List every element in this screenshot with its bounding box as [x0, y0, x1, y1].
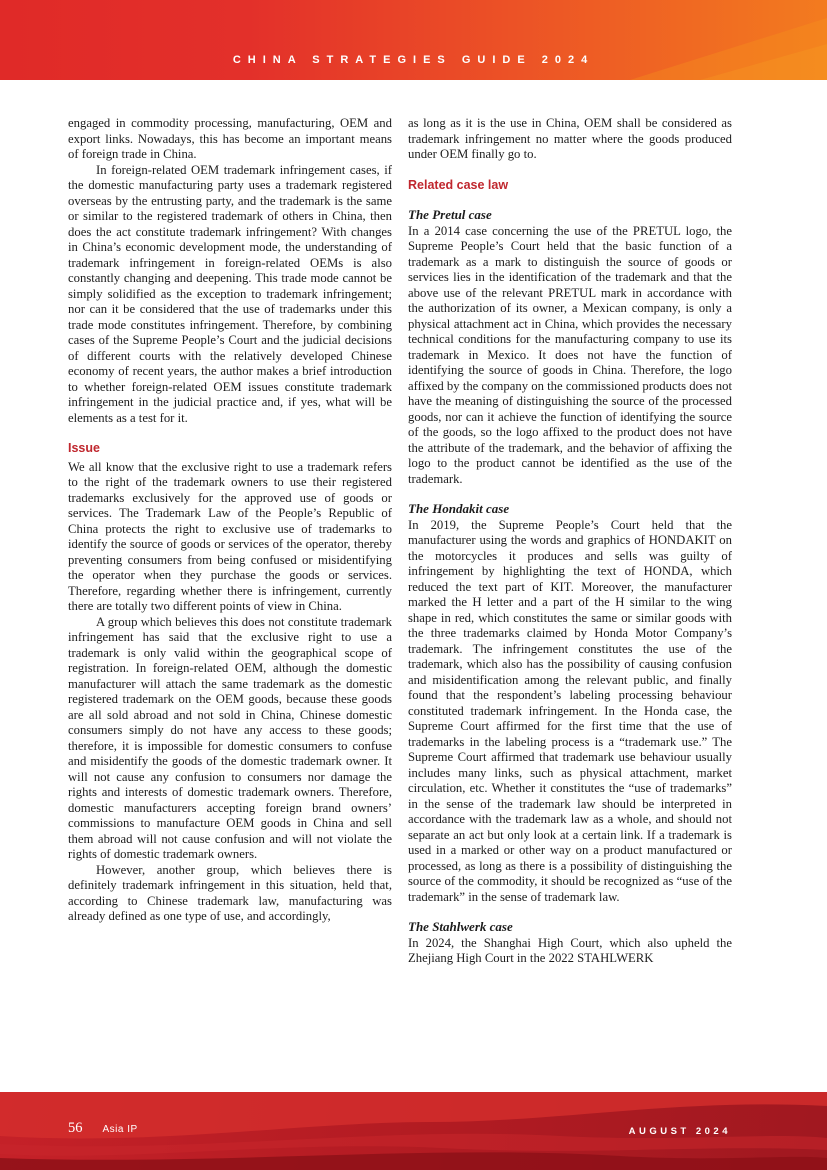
case-heading-stahlwerk: The Stahlwerk case: [408, 919, 513, 934]
guide-title: CHINA STRATEGIES GUIDE 2024: [232, 54, 595, 66]
page-footer: [0, 1092, 827, 1170]
footer-left-group: [68, 1120, 138, 1137]
paragraph-foreign-oem-question: In foreign-related OEM trademark infringement cases, if the domestic manufacturing party uses a trademark registered overseas by the entrusting party, and the trademark is the same or similar to the registered trademark of others in China, then does the act constitute trademark infringement? With changes in China’s economic development mode, the understanding of trademark infringement in foreign-related OEMs is also constantly changing and deepening. This trade mode cannot be simply solidified as the exception to trademark infringement; nor can it be considered that the use of trademarks under this trade mode constitutes infringement. Therefore, by combining cases of the Supreme People’s Court and the judicial decisions of different courts with the relatively developed Chinese economy of recent years, the author makes a brief introduction to whether foreign-related OEM issues constitute trademark infringement in the judicial practice and, if yes, what will be elements as a test for it.: [68, 162, 392, 425]
paragraph-infringement-view: However, another group, which believes there is definitely trademark infringement in this situation, held that, according to Chinese trademark law, manufacturing was already defined as one type of use, and accordingly,: [68, 862, 392, 923]
publication-name: Asia IP: [102, 1124, 138, 1135]
section-heading-related-case-law: Related case law: [408, 177, 509, 192]
paragraph-use-in-china-conclusion: as long as it is the use in China, OEM shall be considered as trademark infringement no matter where the goods produced under OEM finally go to.: [408, 116, 732, 161]
paragraph-no-infringement-view: A group which believes this does not constitute trademark infringement has said that the exclusive right to use a trademark is only valid within the geographical scope of registration. In foreign-related OEM, although the domestic manufacturer will attach the same trademark as the domestic registered trademark on the OEM goods, because these goods are all sold abroad and not sold in China, Chinese domestic consumers simply do not have any access to these goods; therefore, it is impossible for domestic consumers to confuse and misidentify the goods of the domestic trademark owner. It will not cause any confusion to consumers nor damage the rights and interests of domestic trademark owners. Therefore, domestic manufacturers accepting foreign brand owners’ commissions to manufacture OEM goods in China and sell them abroad will not cause confusion and will not violate the rights of domestic trademark owners.: [68, 614, 392, 861]
left-column: [68, 116, 392, 1086]
case-heading-hondakit: The Hondakit case: [408, 501, 510, 516]
right-column: [408, 116, 732, 1086]
page-header-banner: [0, 0, 827, 80]
page-number: 56: [68, 1120, 83, 1136]
case-heading-pretul: The Pretul case: [408, 207, 492, 222]
banner-gradient-accent: [0, 0, 827, 80]
paragraph-stahlwerk-case: In 2024, the Shanghai High Court, which also upheld the Zhejiang High Court in the 2022 STAHLWERK: [408, 935, 732, 965]
paragraph-pretul-case: In a 2014 case concerning the use of the PRETUL logo, the Supreme People’s Court held that the basic function of a trademark as a mark to distinguish the source of goods or services lies in the identification of the trademark and that the above use of the relevant PRETUL mark in accordance with the authorization of its owner, a Mexican company, is only a physical attachment act in China, which provides the necessary technical conditions for the manufacturing company to use its trademark in Mexico. It does not have the function of identifying the source of goods in China. Therefore, the logo affixed by the company on the commissioned products does not have the meaning of distinguishing the source of the processed goods, nor can it achieve the function of identifying the source of the goods, so the logo affixed to the product does not have the attribute of the trademark, and the behavior of affixing the logo to the product cannot be identified as the use of the trademark.: [408, 223, 732, 486]
paragraph-hondakit-case: In 2019, the Supreme People’s Court held that the manufacturer using the words and graphics of HONDAKIT on the motorcycles it produces and sells was guilty of infringement by highlighting the text of HONDA, which reduced the text part of KIT. Moreover, the manufacturer marked the H letter and a part of the H similar to the wing shape in red, which constitutes the same or similar goods with the three trademarks claimed by Honda Motor Company’s trademark. The infringement constitutes the use of the trademark, which also has the possibility of causing confusion and misidentification among the relevant public, and finally found that the respondent’s labeling processing behaviour constituted trademark infringement. In the Honda case, the Supreme Court affirmed for the first time that the use of trademarks in the labeling process is a “trademark use.” The Supreme Court affirmed that trademark use behaviour usually includes many links, such as physical attachment, market circulation, etc. Whether it constitutes the “use of trademarks” in the sense of the trademark law should be interpreted in accordance with the trademark law as a whole, and should not separate an act but only look at a certain link. If a trademark is used in a marked or other way on a product manufactured or processed, as long as there is a possibility of distinguishing the source of the commodity, it should be recognized as “use of the trademark” in the sense of trademark law.: [408, 517, 732, 904]
section-heading-issue: Issue: [68, 441, 100, 455]
paragraph-oem-trade-intro: engaged in commodity processing, manufacturing, OEM and export links. Nowadays, this has become an important means of foreign trade in China.: [68, 116, 392, 161]
paragraph-exclusive-right: We all know that the exclusive right to use a trademark refers to the right of the trademark owners to use their registered trademarks exclusively for the approved use of goods or services. The Trademark Law of the People’s Republic of China protects the right to exclusive use of trademarks to identify the source of goods or services of the operator, thereby preventing consumers from being confused or misidentifying the operator when they purchase the goods or services. Therefore, regarding whether there is infringement, currently there are totally two different points of view in China.: [68, 459, 392, 613]
article-body: [68, 80, 732, 1092]
issue-date: AUGUST 2024: [628, 1126, 731, 1137]
